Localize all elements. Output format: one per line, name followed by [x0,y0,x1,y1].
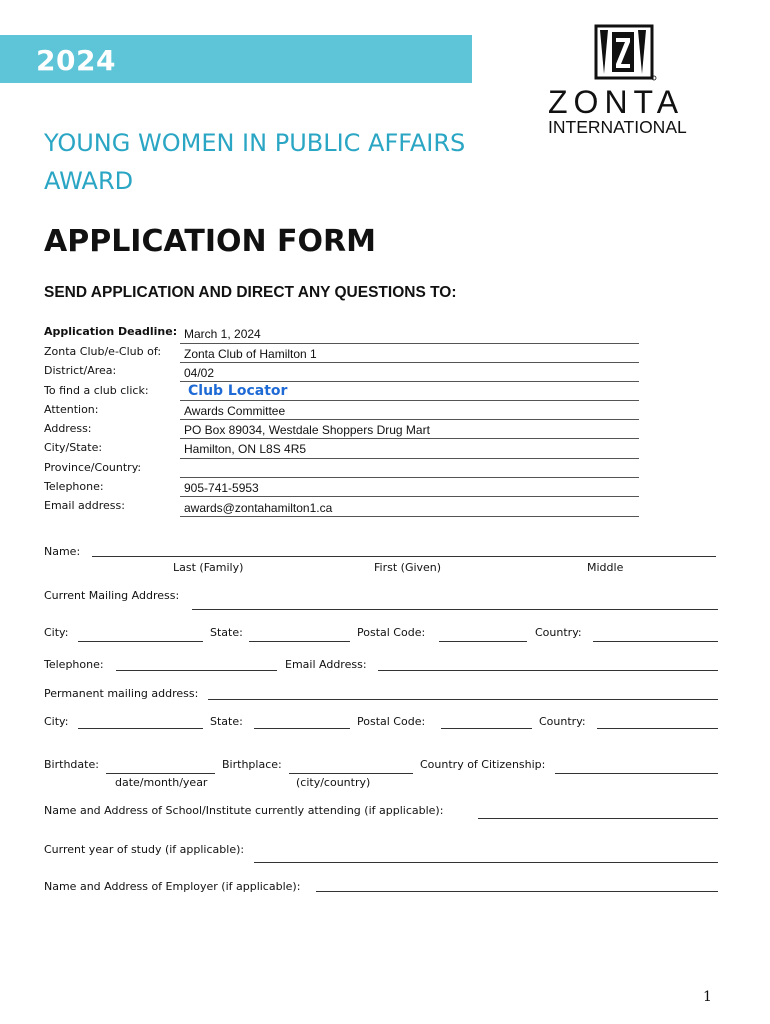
first-name-hint: First (Given) [374,561,442,574]
postal-code2-input[interactable] [441,728,532,729]
city-state-line [180,458,639,459]
telephone-line [180,496,639,497]
country-label: Country: [535,626,582,639]
district-label: District/Area: [44,364,117,377]
city-state-value: Hamilton, ON L8S 4R5 [184,442,307,456]
attention-label: Attention: [44,403,99,416]
year-label: 2024 [36,44,116,77]
finder-label: To find a club click: [44,384,149,397]
email-input[interactable] [378,670,718,671]
city2-label: City: [44,715,69,728]
mailing-address-label: Current Mailing Address: [44,589,180,602]
country2-label: Country: [539,715,586,728]
postal-code2-label: Postal Code: [357,715,426,728]
district-line [180,381,639,382]
email-value: awards@zontahamilton1.ca [184,501,333,515]
study-year-input[interactable] [254,862,718,863]
city-state-label: City/State: [44,441,103,454]
postal-code-label: Postal Code: [357,626,426,639]
telephone-value: 905-741-5953 [184,481,259,495]
city-label: City: [44,626,69,639]
logo-subtitle: INTERNATIONAL [548,117,687,137]
permanent-address-input[interactable] [208,699,718,700]
club-label: Zonta Club/e-Club of: [44,345,162,358]
deadline-label: Application Deadline: [44,325,178,338]
zonta-emblem-icon [594,24,658,82]
permanent-address-label: Permanent mailing address: [44,687,199,700]
club-line [180,362,639,363]
finder-line [180,400,639,401]
deadline-value: March 1, 2024 [184,327,261,341]
country-input[interactable] [593,641,718,642]
birthplace-label: Birthplace: [222,758,282,771]
district-value: 04/02 [184,366,215,380]
email-label: Email address: [44,499,125,512]
last-name-hint: Last (Family) [173,561,244,574]
city-input[interactable] [78,641,203,642]
citizenship-label: Country of Citizenship: [420,758,546,771]
birthdate-label: Birthdate: [44,758,99,771]
country2-input[interactable] [597,728,718,729]
school-input[interactable] [478,818,718,819]
name-input[interactable] [92,556,716,557]
birthdate-input[interactable] [106,773,215,774]
address-line [180,438,639,439]
send-heading: SEND APPLICATION AND DIRECT ANY QUESTIONS TO: [44,284,457,301]
email-field-label: Email Address: [285,658,367,671]
middle-name-hint: Middle [587,561,624,574]
logo-wordmark: ZONTA [548,84,685,120]
state2-input[interactable] [254,728,350,729]
club-value: Zonta Club of Hamilton 1 [184,347,317,361]
citizenship-input[interactable] [555,773,718,774]
attention-value: Awards Committee [184,404,286,418]
telephone-label: Telephone: [44,480,104,493]
address-label: Address: [44,422,92,435]
name-label: Name: [44,545,81,558]
telephone-input[interactable] [116,670,277,671]
address-value: PO Box 89034, Westdale Shoppers Drug Mart [184,423,430,437]
state-label: State: [210,626,243,639]
state-input[interactable] [249,641,350,642]
club-locator-link[interactable]: Club Locator [188,383,288,399]
province-line [180,477,639,478]
mailing-address-input[interactable] [192,609,718,610]
city2-input[interactable] [78,728,203,729]
page-title: APPLICATION FORM [44,224,377,259]
state2-label: State: [210,715,243,728]
page-number: 1 [703,989,712,1005]
email-line [180,516,639,517]
school-label: Name and Address of School/Institute currently attending (if applicable): [44,804,444,817]
employer-label: Name and Address of Employer (if applicable): [44,880,301,893]
award-title: YOUNG WOMEN IN PUBLIC AFFAIRS AWARD [44,129,466,195]
postal-code-input[interactable] [439,641,527,642]
deadline-line [180,343,639,344]
birthplace-hint: (city/country) [296,776,371,789]
province-label: Province/Country: [44,461,142,474]
study-year-label: Current year of study (if applicable): [44,843,245,856]
birthplace-input[interactable] [289,773,413,774]
employer-input[interactable] [316,891,718,892]
attention-line [180,419,639,420]
birthdate-hint: date/month/year [115,776,208,789]
telephone-field-label: Telephone: [44,658,104,671]
